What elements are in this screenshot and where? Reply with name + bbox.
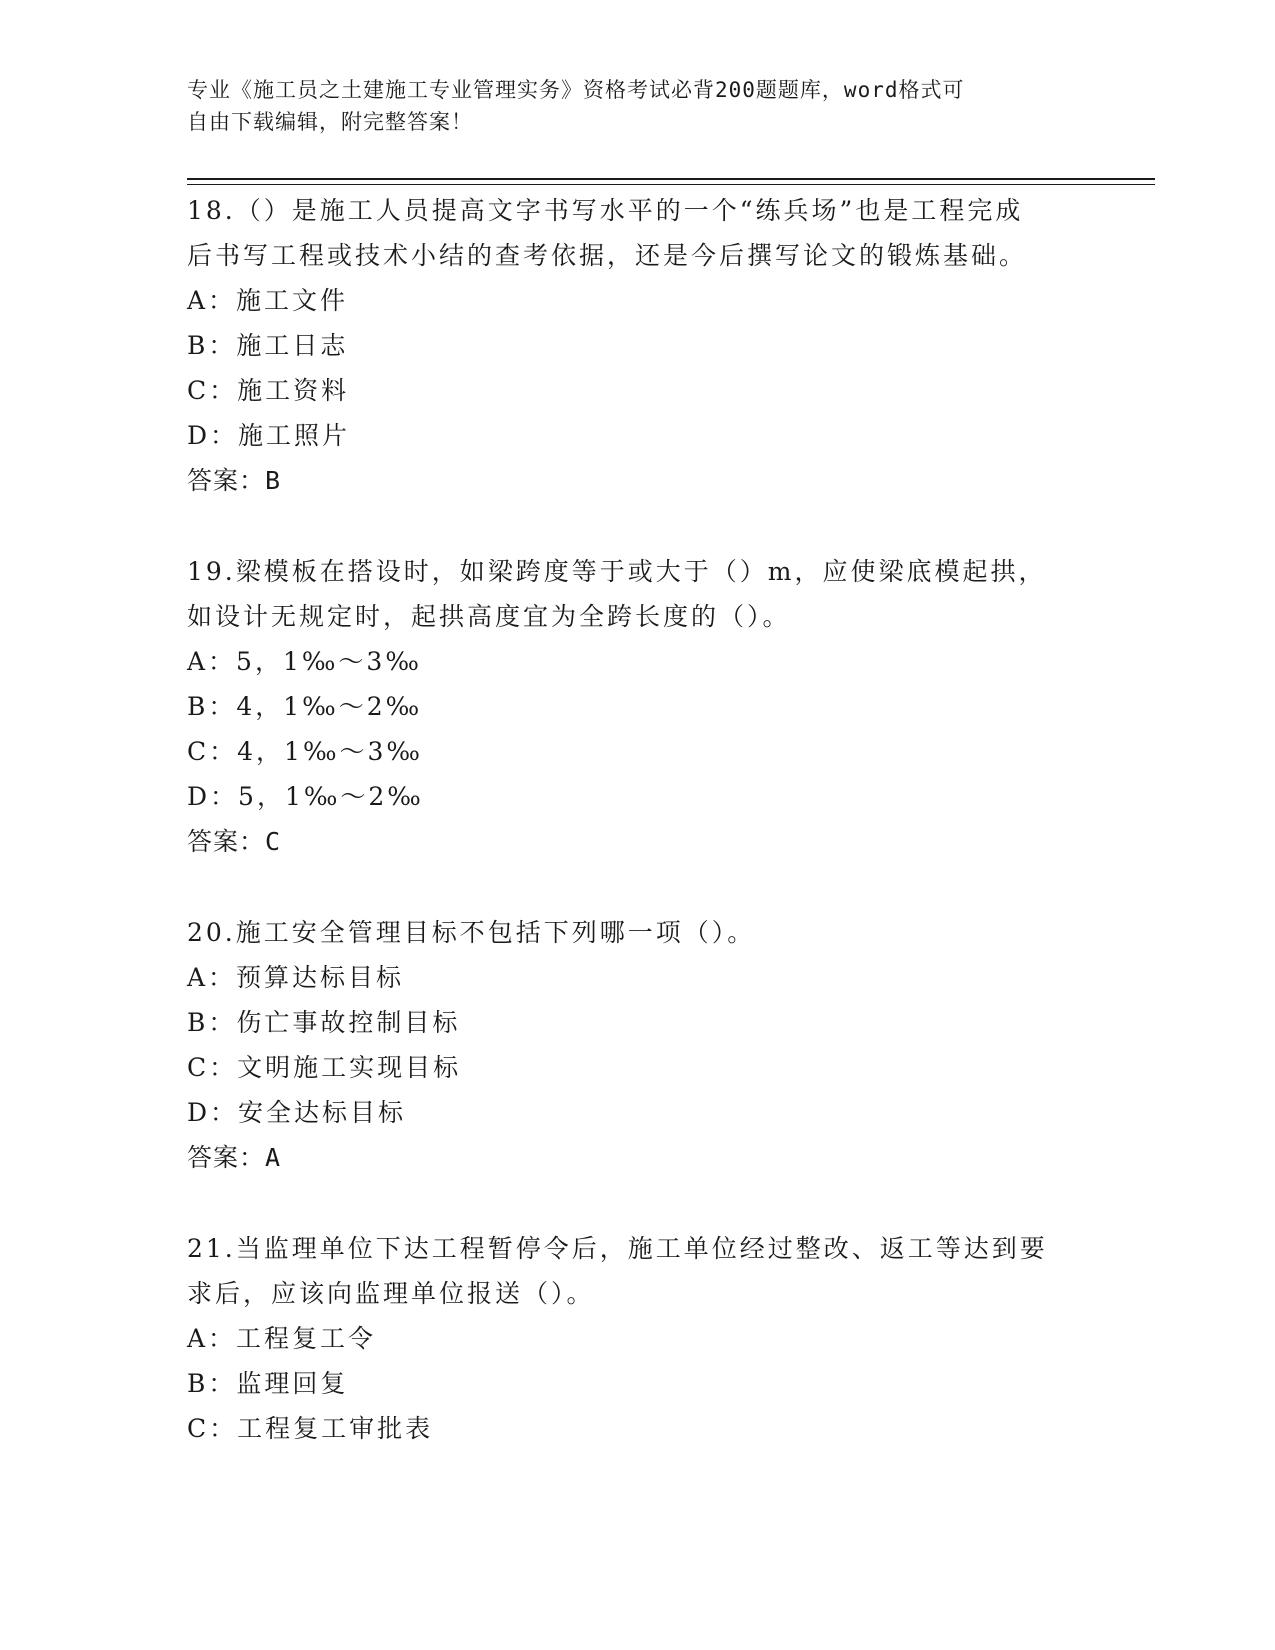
answer-line: [187, 819, 1087, 864]
option-b: B：施工日志: [187, 331, 349, 360]
question-text-line: 后书写工程或技术小结的查考依据，还是今后撰写论文的锻炼基础。: [187, 241, 1028, 270]
question-list: [187, 188, 1087, 1451]
header-line-2: 自由下载编辑，附完整答案！: [187, 110, 473, 134]
question-text-line: 21.当监理单位下达工程暂停令后，施工单位经过整改、返工等达到要: [187, 1234, 1048, 1263]
option-d: D：5，1‰～2‰: [187, 782, 424, 811]
answer-label: 答案：: [187, 1143, 266, 1172]
question-spacer: [187, 864, 1087, 910]
option-b: B：4，1‰～2‰: [187, 692, 423, 721]
question-spacer: [187, 503, 1087, 549]
answer-value: B: [265, 466, 281, 495]
option-a: A：预算达标目标: [187, 963, 405, 992]
option-c: C：4，1‰～3‰: [187, 737, 423, 766]
option-b: B：监理回复: [187, 1369, 349, 1398]
question-19: [187, 549, 1087, 864]
question-21: [187, 1226, 1087, 1451]
answer-value: A: [265, 1143, 281, 1172]
question-18: [187, 188, 1087, 503]
option-c: C：施工资料: [187, 376, 350, 405]
question-text-line: 18.（）是施工人员提高文字书写水平的一个“练兵场”也是工程完成: [187, 196, 1024, 225]
question-text-line: 20.施工安全管理目标不包括下列哪一项（）。: [187, 918, 756, 947]
answer-line: [187, 1135, 1087, 1180]
answer-label: 答案：: [187, 827, 266, 856]
question-text-line: 求后，应该向监理单位报送（）。: [187, 1279, 595, 1308]
question-20: [187, 910, 1087, 1180]
option-d: D：施工照片: [187, 421, 351, 450]
answer-line: [187, 458, 1087, 503]
header-divider-thin: [187, 184, 1155, 185]
document-header: [187, 74, 1067, 138]
question-text-line: 19.梁模板在搭设时，如梁跨度等于或大于（）m，应使梁底模起拱，: [187, 557, 1047, 586]
question-text-line: 如设计无规定时，起拱高度宜为全跨长度的（）。: [187, 602, 791, 631]
header-line-1: 专业《施工员之土建施工专业管理实务》资格考试必背200题题库，word格式可: [187, 78, 965, 102]
option-c: C：工程复工审批表: [187, 1414, 434, 1443]
header-divider-thick: [187, 178, 1155, 180]
answer-value: C: [265, 827, 281, 856]
option-b: B：伤亡事故控制目标: [187, 1008, 461, 1037]
option-c: C：文明施工实现目标: [187, 1053, 462, 1082]
option-a: A：施工文件: [187, 286, 349, 315]
option-a: A：5，1‰～3‰: [187, 647, 422, 676]
answer-label: 答案：: [187, 466, 266, 495]
option-a: A：工程复工令: [187, 1324, 377, 1353]
question-spacer: [187, 1180, 1087, 1226]
option-d: D：安全达标目标: [187, 1098, 407, 1127]
